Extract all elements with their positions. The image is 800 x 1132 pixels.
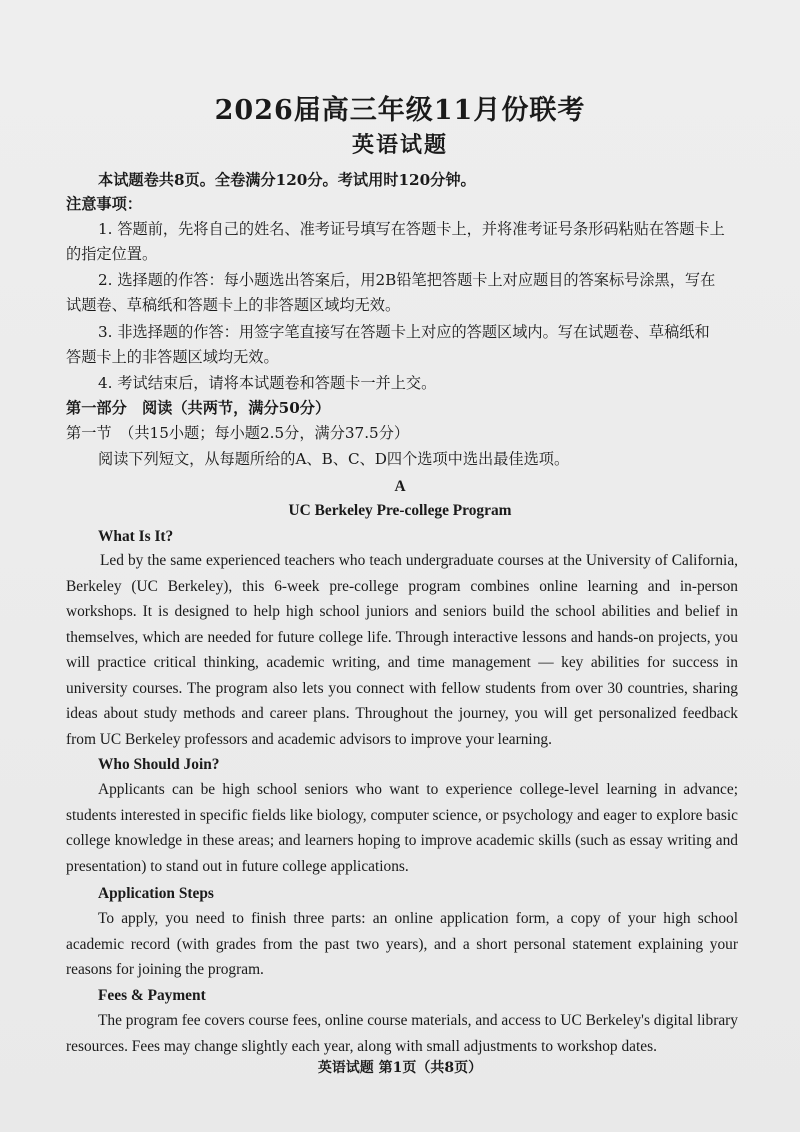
page-footer: 英语试题 第1页（共8页） xyxy=(317,1060,483,1076)
notes-heading: 注意事项： xyxy=(66,195,142,213)
exam-subject: 英语试题 xyxy=(351,132,448,158)
paragraph-what-is-it: Led by the same experienced teachers who teach undergraduate courses at the University of California, Berkeley (UC Berkeley), this 6-week pre-college program combines online learning and in-person workshops. It is designed to help high school juniors and seniors build the school abilities and belief in themselves, which are needed for future college life. Through interactive lessons and hands-on projects, you will practice critical thinking, academic writing, and time management — key abilities for success in university courses. The program also lets you connect with fellow students from over 30 countries, sharing ideas about study methods and career plans. Throughout the journey, you will get personalized feedback from UC Berkeley professors and academic advisors to improve your learning. xyxy=(66,552,738,748)
note-1-line-1: 1. 答题前，先将自己的姓名、准考证号填写在答题卡上，并将准考证号条形码粘贴在答题卡上 xyxy=(98,220,725,238)
passage-title: UC Berkeley Pre-college Program xyxy=(288,502,512,519)
exam-intro: 本试题卷共8页。全卷满分120分。考试用时120分钟。 xyxy=(98,171,476,189)
paragraph-fees-payment: The program fee covers course fees, online course materials, and access to UC Berkeley's digital library resources. Fees may change slightly each year, along with small adjustments to workshop dates. xyxy=(66,1012,738,1055)
paragraph-who-should-join: Applicants can be high school seniors who want to experience college-level learning in advance; students interested in specific fields like biology, computer science, or psychology and eager to explore basic college knowledge in these areas; and learners hoping to improve academic skills (such as essay writing and presentation) to stand out in future college applications. xyxy=(66,781,738,875)
note-3-line-2: 答题卡上的非答题区域均无效。 xyxy=(66,348,279,366)
note-2-line-2: 试题卷、草稿纸和答题卡上的非答题区域均无效。 xyxy=(66,296,401,314)
note-4: 4. 考试结束后，请将本试题卷和答题卡一并上交。 xyxy=(98,374,437,392)
section-instruction: 阅读下列短文，从每题所给的A、B、C、D四个选项中选出最佳选项。 xyxy=(98,450,570,468)
section-heading: 第一节 （共15小题；每小题2.5分，满分37.5分） xyxy=(66,424,410,442)
exam-title: 2026届高三年级11月份联考 xyxy=(214,95,586,126)
note-2-line-1: 2. 选择题的作答：每小题选出答案后，用2B铅笔把答题卡上对应题目的答案标号涂黑，写在 xyxy=(98,271,716,289)
note-1-line-2: 的指定位置。 xyxy=(66,245,158,263)
passage-letter: A xyxy=(394,478,406,495)
part-heading: 第一部分 阅读（共两节，满分50分） xyxy=(66,399,331,417)
heading-what-is-it: What Is It? xyxy=(98,528,174,545)
heading-who-should-join: Who Should Join? xyxy=(98,756,220,773)
note-3-line-1: 3. 非选择题的作答：用签字笔直接写在答题卡上对应的答题区域内。写在试题卷、草稿纸和 xyxy=(98,323,710,341)
heading-fees-payment: Fees & Payment xyxy=(98,987,206,1004)
paragraph-application-steps: To apply, you need to finish three parts: an online application form, a copy of your high school academic record (with grades from the past two years), and a short personal statement explaining your reasons for joining the program. xyxy=(66,910,738,978)
heading-application-steps: Application Steps xyxy=(98,885,214,902)
